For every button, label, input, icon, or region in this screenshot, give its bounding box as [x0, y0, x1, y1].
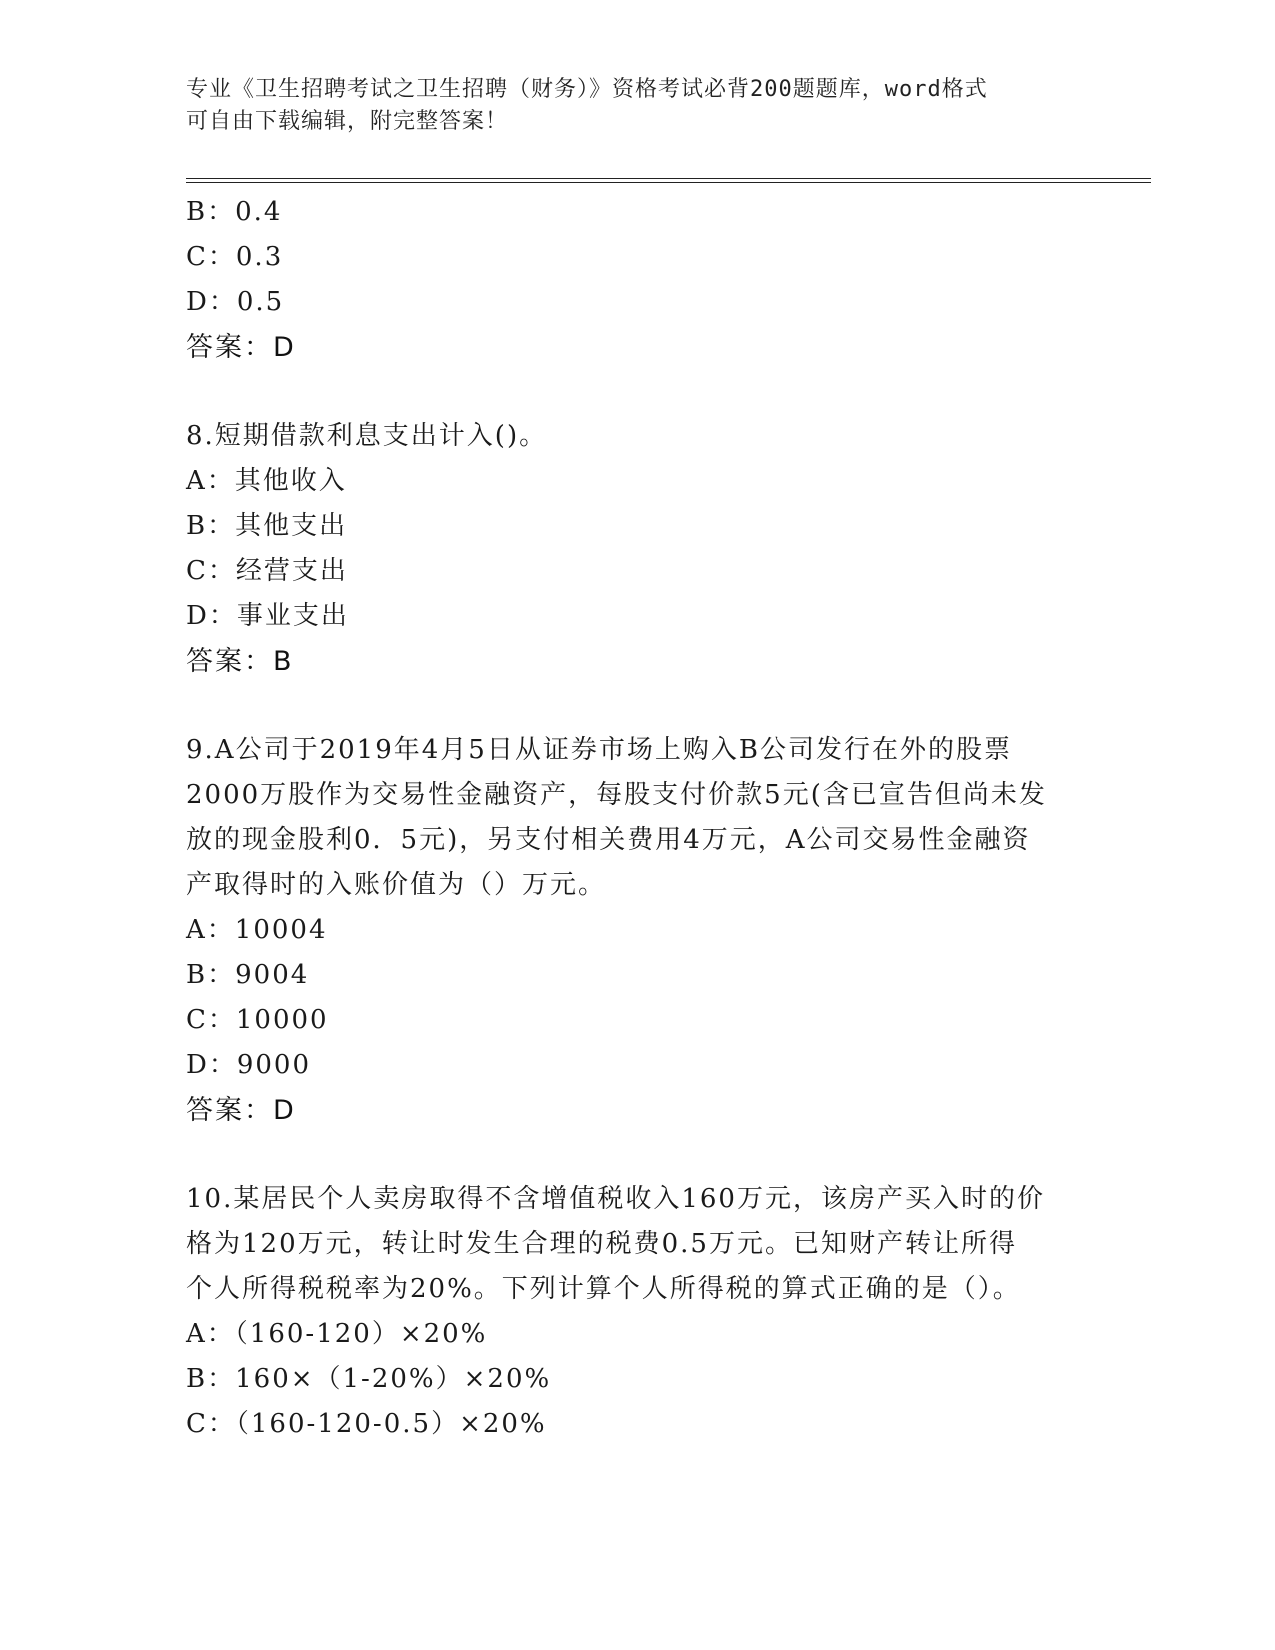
q9-option-c: C：10000: [186, 1005, 329, 1035]
q7-option-d: D：0.5: [186, 287, 285, 317]
spacer: [186, 1133, 1086, 1177]
q9-question-line-1: 9.A公司于2019年4月5日从证券市场上购入B公司发行在外的股票: [186, 735, 1012, 765]
q9-option-a: A：10004: [186, 915, 328, 945]
q7-option-c: C：0.3: [186, 242, 284, 272]
q9-question-line-3: 放的现金股利0．5元)，另支付相关费用4万元，A公司交易性金融资: [186, 825, 1031, 855]
q8-answer: 答案：B: [186, 646, 294, 677]
q8-option-d: D：事业支出: [186, 601, 349, 631]
question-10: [186, 1177, 1086, 1447]
q10-option-c: C：（160-120-0.5）×20%: [186, 1409, 547, 1439]
header-rule-bottom: [186, 182, 1151, 183]
spacer: [186, 684, 1086, 728]
q8-option-a: A：其他收入: [186, 466, 347, 496]
q8-question: 8.短期借款利息支出计入()。: [186, 421, 548, 451]
q10-option-a: A：（160-120）×20%: [186, 1319, 488, 1349]
spacer: [186, 370, 1086, 414]
q9-question-line-2: 2000万股作为交易性金融资产，每股支付价款5元(含已宣告但尚未发: [186, 780, 1047, 810]
q9-option-b: B：9004: [186, 960, 310, 990]
q10-option-b: B：160×（1-20%）×20%: [186, 1364, 552, 1394]
q10-question-line-3: 个人所得税税率为20%。下列计算个人所得税的算式正确的是（）。: [186, 1274, 1021, 1304]
q7-answer: 答案：D: [186, 332, 296, 363]
q9-answer: 答案：D: [186, 1095, 296, 1126]
document-header: [186, 74, 1066, 138]
question-7-tail: [186, 190, 1086, 370]
q10-question-line-1: 10.某居民个人卖房取得不含增值税收入160万元，该房产买入时的价: [186, 1184, 1045, 1214]
q8-option-b: B：其他支出: [186, 511, 348, 541]
header-rule-top: [186, 178, 1151, 179]
q9-question-line-4: 产取得时的入账价值为（）万元。: [186, 870, 607, 900]
q10-question-line-2: 格为120万元，转让时发生合理的税费0.5万元。已知财产转让所得: [186, 1229, 1017, 1259]
document-body: [186, 190, 1086, 1447]
q7-option-b: B：0.4: [186, 197, 283, 227]
q9-option-d: D：9000: [186, 1050, 312, 1080]
q8-option-c: C：经营支出: [186, 556, 348, 586]
header-title-line-2: 可自由下载编辑，附完整答案！: [186, 109, 509, 134]
question-9: [186, 728, 1086, 1133]
question-8: [186, 414, 1086, 684]
header-title-line-1: 专业《卫生招聘考试之卫生招聘（财务）》资格考试必背200题题库，word格式: [186, 77, 988, 102]
